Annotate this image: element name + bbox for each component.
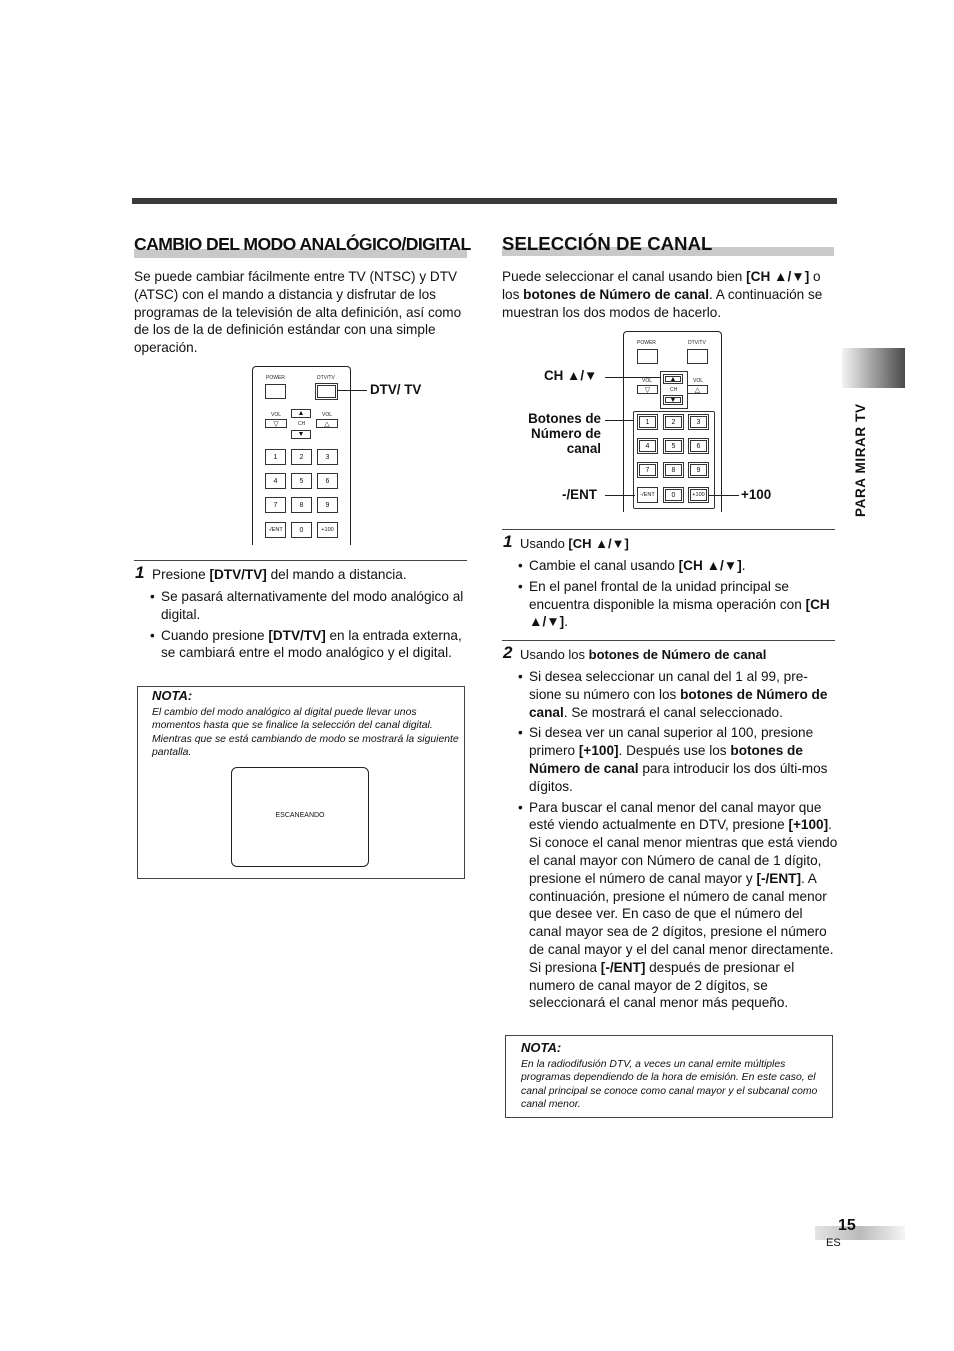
- callout-ch: CH ▲/▼: [544, 368, 598, 383]
- remote-ch-label: CH: [670, 387, 678, 393]
- right-step2-bullet-3: • Para buscar el canal menor del canal mayor que esté viendo actualmente en DTV, presione [+100]. Si conoce el canal menor mientras que está viendo el canal mayor con Número de canal de 1 dígito, presione el número de canal mayor y [-/ENT]. A continuación, presione el número de canal menor que desee ver. En caso de que el número del canal mayor sea de 2 dígitos, presione el número de canal mayor y el del canal menor directamente. Si presiona [-/ENT] después de presionar el numero de canal mayor de 2 dígitos, se seleccionará el canal menor más pequeño.: [518, 799, 838, 1013]
- right-step2-number: 2: [503, 643, 513, 662]
- right-step2-bullet-1: • Si desea seleccionar un canal del 1 al 99, pre-sione su número con los botones de Número de canal. Se mostrará el canal seleccionado.: [518, 668, 838, 721]
- right-step1-bullet-2: • En el panel frontal de la unidad principal se encuentra disponible la misma operación con [CH ▲/▼].: [518, 578, 836, 631]
- callout-ent: -/ENT: [562, 487, 597, 502]
- right-step1-rule: [502, 529, 835, 530]
- callout-plus100: +100: [741, 487, 772, 502]
- key-5[interactable]: 5: [291, 473, 312, 489]
- ent-button[interactable]: -/ENT: [265, 522, 286, 538]
- ch-up-button[interactable]: ▲: [663, 374, 683, 384]
- key-5[interactable]: 5: [663, 438, 684, 454]
- power-button[interactable]: [265, 384, 286, 399]
- remote-vol-label: VOL: [642, 378, 653, 384]
- vol-down-button[interactable]: ▽: [637, 385, 658, 394]
- right-step1-lead: Usando [CH ▲/▼]: [520, 536, 629, 551]
- key-7[interactable]: 7: [265, 497, 286, 513]
- right-step2-lead: Usando los botones de Número de canal: [520, 647, 767, 662]
- vol-up-button[interactable]: △: [687, 385, 708, 394]
- scanning-text: ESCANEANDO: [275, 812, 325, 819]
- remote-dtvtv-label: DTV/TV: [688, 340, 706, 346]
- left-nota-text: El cambio del modo analógico al digital puede llevar unos momentos hasta que se finalice la selección del canal digital. Mientras que se está cambiando de modo se mostrará la siguiente pantalla.: [152, 707, 459, 759]
- key-3[interactable]: 3: [688, 414, 709, 430]
- key-0[interactable]: 0: [291, 522, 312, 538]
- side-tab-label: PARA MIRAR TV: [853, 403, 868, 517]
- right-step2-bullets: [518, 668, 838, 1015]
- ent-button[interactable]: -/ENT: [637, 487, 658, 503]
- key-9[interactable]: 9: [317, 497, 338, 513]
- key-0[interactable]: 0: [663, 487, 684, 503]
- right-step2-rule: [502, 640, 835, 641]
- key-4[interactable]: 4: [637, 438, 658, 454]
- side-tab-label-wrap: [853, 392, 873, 522]
- vol-up-button[interactable]: △: [316, 419, 338, 428]
- callout-dtv-tv: DTV/ TV: [370, 382, 422, 397]
- left-step1-bullet-2: • Cuando presione [DTV/TV] en la entrada externa, se cambiará entre el modo analógico y el digital.: [150, 627, 468, 663]
- dtvtv-button[interactable]: [687, 349, 708, 364]
- remote-ch-label: CH: [298, 421, 306, 427]
- left-step1-rule: [134, 560, 467, 561]
- callout-line-plus100: [709, 495, 739, 496]
- right-section-title: SELECCIÓN DE CANAL: [502, 233, 713, 254]
- left-step1-text: Presione [DTV/TV] del mando a distancia.: [152, 567, 407, 582]
- left-nota-box: [137, 686, 465, 879]
- key-6[interactable]: 6: [688, 438, 709, 454]
- right-intro: Puede seleccionar el canal usando bien [CH ▲/▼] o los botones de Número de canal. A continuación se muestran los dos modos de hacerlo.: [502, 269, 823, 320]
- right-step1-bullet-1: • Cambie el canal usando [CH ▲/▼].: [518, 557, 836, 575]
- right-nota-text: En la radiodifusión DTV, a veces un canal emite múltiples programas dependiendo de la hora de emisión. En este caso, el canal principal se conoce como canal mayor y el subcanal como canal menor.: [521, 1059, 818, 1111]
- left-section-title: CAMBIO DEL MODO ANALÓGICO/DIGITAL: [134, 234, 471, 254]
- power-button[interactable]: [637, 349, 658, 364]
- key-8[interactable]: 8: [291, 497, 312, 513]
- plus100-button[interactable]: +100: [317, 522, 338, 538]
- top-rule: [132, 198, 837, 204]
- key-1[interactable]: 1: [265, 449, 286, 465]
- language-code: ES: [826, 1237, 841, 1249]
- left-step1-bullets: [150, 588, 468, 665]
- side-tab: [842, 348, 905, 388]
- right-step1-number: 1: [503, 532, 513, 551]
- dtvtv-button[interactable]: [315, 383, 338, 400]
- plus100-button[interactable]: +100: [688, 487, 709, 503]
- key-9[interactable]: 9: [688, 462, 709, 478]
- key-6[interactable]: 6: [317, 473, 338, 489]
- callout-line-dtv: [337, 390, 367, 391]
- remote-power-label: POWER: [266, 375, 285, 381]
- left-step1-bullet-1: • Se pasará alternativamente del modo analógico al digital.: [150, 588, 468, 624]
- callout-line-ch: [605, 377, 661, 378]
- callout-botones: Botones de Número de canal: [528, 411, 601, 456]
- remote-vol-label: VOL: [271, 412, 282, 418]
- key-4[interactable]: 4: [265, 473, 286, 489]
- remote-vol-label-right: VOL: [322, 412, 333, 418]
- page-number: 15: [838, 1217, 856, 1234]
- scanning-screen: [231, 767, 369, 867]
- right-step2-bullet-2: • Si desea ver un canal superior al 100, presione primero [+100]. Después use los botones de Número de canal para introducir los dos últi-mos dígitos.: [518, 724, 838, 795]
- key-2[interactable]: 2: [291, 449, 312, 465]
- key-1[interactable]: 1: [637, 414, 658, 430]
- remote-vol-label-right: VOL: [693, 378, 704, 384]
- callout-line-botones: [605, 420, 633, 421]
- right-nota-box: [505, 1035, 833, 1118]
- key-2[interactable]: 2: [663, 414, 684, 430]
- ch-down-button[interactable]: ▼: [663, 395, 683, 405]
- left-step1-number: 1: [135, 563, 145, 582]
- remote-dtvtv-label: DTV/TV: [317, 375, 335, 381]
- right-step1-bullets: [518, 557, 836, 634]
- key-8[interactable]: 8: [663, 462, 684, 478]
- remote-diagram-left: [252, 366, 351, 545]
- ch-up-button[interactable]: ▲: [291, 409, 311, 418]
- remote-diagram-right: [623, 331, 722, 512]
- left-nota-title: NOTA:: [152, 688, 193, 703]
- remote-power-label: POWER: [637, 340, 656, 346]
- left-intro: Se puede cambiar fácilmente entre TV (NTSC) y DTV (ATSC) con el mando a distancia y disfrutar de los programas de la televisión de alta definición, así como de los de la de definición estándar con una simple operación.: [134, 269, 462, 356]
- callout-line-ent: [605, 495, 635, 496]
- right-nota-title: NOTA:: [521, 1040, 562, 1055]
- key-7[interactable]: 7: [637, 462, 658, 478]
- key-3[interactable]: 3: [317, 449, 338, 465]
- vol-down-button[interactable]: ▽: [265, 419, 287, 428]
- ch-down-button[interactable]: ▼: [291, 430, 311, 439]
